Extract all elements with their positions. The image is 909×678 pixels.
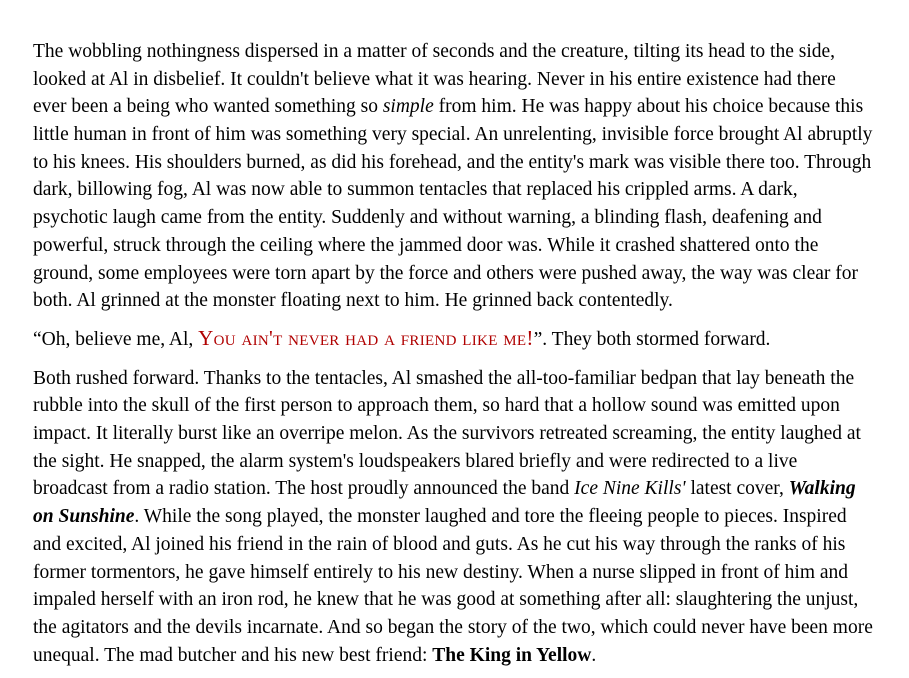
body-text: . [591,644,597,666]
song-title-text: Walking on Sunshine [33,478,856,528]
body-text: Both rushed forward. Thanks to the tentacles, Al smashed the all-too-familiar bedpan that lay beneath the rubble into the skull of the first person to approach them, so hard that a hollow sound was emitted upon impact. It literally burst like an overripe melon. As the survivors retreated screaming, the entity laughed at the sight. He snapped, the alarm system's loudspeakers blared briefly and were redirected to a live broadcast from a radio station. The host proudly announced the band [33,367,861,500]
emphasis-text: Ice Nine Kills' [574,478,686,500]
paragraph-3 [33,365,873,670]
body-text: from him. He was happy about his choice because this little human in front of him was something very special. An unrelenting, invisible force brought Al abruptly to his knees. His shoulders burned, as did his forehead, and the entity's mark was visible there too. Through dark, billowing fog, Al was now able to summon tentacles that replaced his crippled arms. A dark, psychotic laugh came from the entity. Suddenly and without warning, a blinding flash, deafening and powerful, struck through the ceiling where the jammed door was. While it crashed shattered onto the ground, some employees were torn apart by the force and others were pushed away, the way was clear for both. Al grinned at the monster floating next to him. He grinned back contentedly. [33,96,873,312]
body-text: The wobbling nothingness dispersed in a matter of seconds and the creature, tilting its head to the side, looked at Al in disbelief. It couldn't believe what it was hearing. Never in his entire existence had there ever been a being who wanted something so [33,41,836,118]
body-text: latest cover, [685,478,789,500]
paragraph-2-dialogue [33,324,873,354]
body-text: ”. They both stormed forward. [533,328,771,350]
paragraph-1 [33,38,873,315]
strong-text: The King in Yellow [432,644,592,666]
shout-exclamation: ! [526,325,534,350]
emphasis-text: simple [382,96,434,118]
shout-text: You ain't never had a friend like me [198,325,527,350]
body-text: . While the song played, the monster laughed and tore the fleeing people to pieces. Inspired and excited, Al joined his friend in the rain of blood and guts. As he cut his way through the ranks of his former tormentors, he gave himself entirely to his new destiny. When a nurse slipped in front of him and impaled herself with an iron rod, he knew that he was good at something after all: slaughtering the unjust, the agitators and the devils incarnate. And so began the story of the two, which could never have been more unequal. The mad butcher and his new best friend: [33,506,873,666]
body-text: “Oh, believe me, Al, [33,328,199,350]
